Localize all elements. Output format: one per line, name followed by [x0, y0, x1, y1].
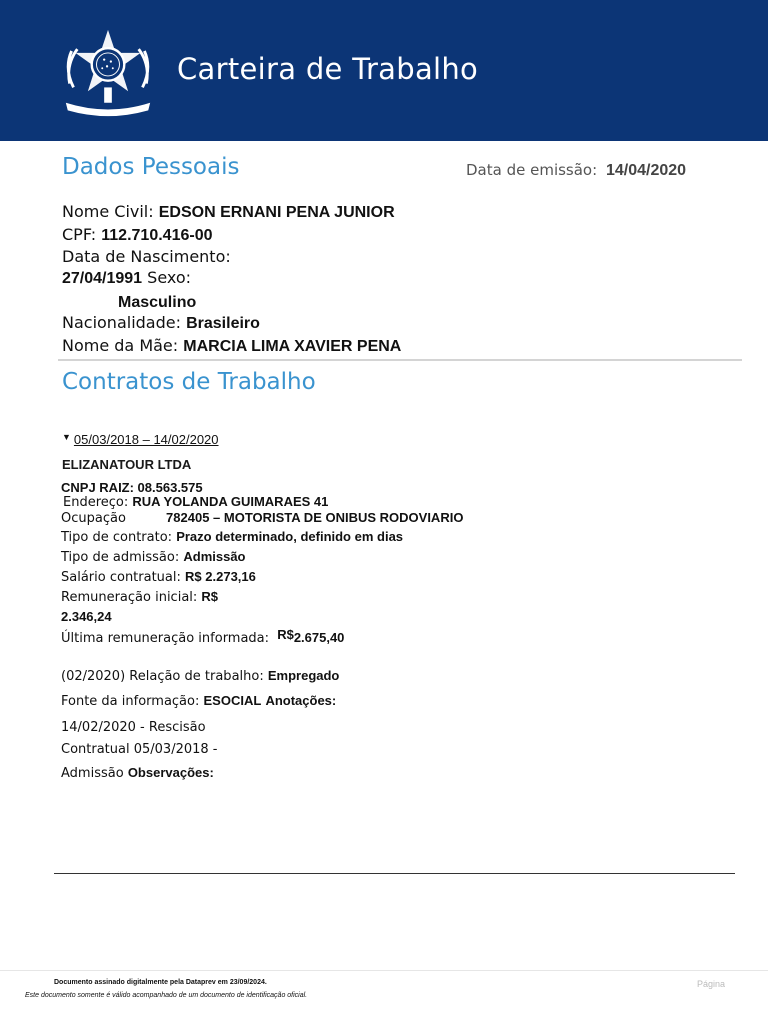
initial-pay-label: Remuneração inicial:	[61, 590, 198, 605]
field-sex	[118, 292, 196, 312]
cpf-label: CPF:	[62, 225, 97, 244]
emission-label: Data de emissão:	[466, 161, 598, 179]
civil-name-value: EDSON ERNANI PENA JUNIOR	[158, 204, 395, 221]
initial-pay-amount	[61, 609, 112, 625]
page-title: Carteira de Trabalho	[177, 52, 479, 86]
field-salary	[61, 569, 256, 585]
section-title-personal-data: Dados Pessoais	[62, 154, 240, 180]
birth-date-value: 27/04/1991	[62, 270, 143, 287]
field-birth-sex	[62, 268, 191, 288]
sex-label: Sexo:	[147, 268, 192, 287]
mother-name-value: MARCIA LIMA XAVIER PENA	[183, 338, 402, 355]
sex-value: Masculino	[118, 294, 197, 311]
field-nationality	[62, 313, 260, 333]
digital-signature-note: Documento assinado digitalmente pela Dataprev em 23/09/2024.	[54, 979, 267, 986]
field-civil-name	[62, 202, 395, 222]
contract-type-label: Tipo de contrato:	[61, 530, 173, 545]
emission-date	[466, 161, 686, 180]
address-label: Endereço:	[63, 495, 129, 510]
relation-label: Relação de trabalho:	[129, 669, 264, 684]
emission-value: 14/04/2020	[605, 162, 687, 179]
validity-note: Este documento somente é válido acompanhado de um documento de identificação oficial.	[25, 992, 308, 999]
birth-date-label: Data de Nascimento:	[62, 247, 231, 266]
header-banner	[0, 0, 768, 141]
last-pay-currency: R$	[277, 627, 294, 642]
content-end-rule	[54, 873, 735, 874]
last-pay-value: 2.675,40	[293, 630, 345, 645]
civil-name-label: Nome Civil:	[62, 202, 154, 221]
company-name: ELIZANATOUR LTDA	[62, 457, 192, 472]
annotations-label: Anotações:	[265, 693, 337, 708]
mother-name-label: Nome da Mãe:	[62, 336, 179, 355]
annotation-line-2: Contratual 05/03/2018 -	[61, 742, 218, 757]
address-value: RUA YOLANDA GUIMARAES 41	[132, 494, 329, 509]
contract-period: 05/03/2018 – 14/02/2020	[73, 432, 219, 447]
salary-label: Salário contratual:	[61, 570, 181, 585]
field-source	[61, 693, 336, 709]
field-admission-type	[61, 549, 246, 565]
field-mother-name	[62, 336, 401, 356]
nationality-label: Nacionalidade:	[62, 313, 181, 332]
field-address	[63, 494, 328, 510]
initial-pay-value: 2.346,24	[61, 609, 112, 624]
admission-type-label: Tipo de admissão:	[61, 550, 180, 565]
initial-pay-currency: R$	[201, 589, 219, 604]
contract-period-toggle[interactable]	[62, 432, 219, 447]
annotation-admission: Admissão	[61, 766, 124, 781]
occupation-value: 782405 – MOTORISTA DE ONIBUS RODOVIARIO	[166, 510, 464, 525]
nationality-value: Brasileiro	[186, 315, 260, 332]
salary-value: R$ 2.273,16	[185, 569, 256, 584]
brazil-coat-of-arms-icon	[60, 28, 156, 120]
relation-period: (02/2020)	[61, 669, 126, 684]
admission-type-value: Admissão	[183, 549, 246, 564]
field-last-pay	[61, 627, 345, 646]
contract-type-value: Prazo determinado, definido em dias	[176, 529, 404, 544]
field-cpf	[62, 225, 212, 245]
observations-label: Observações:	[127, 765, 214, 780]
relation-value: Empregado	[267, 668, 340, 683]
field-contract-type	[61, 529, 403, 545]
field-occupation	[61, 510, 463, 526]
caret-down-icon: ▼	[62, 432, 71, 442]
section-title-contracts: Contratos de Trabalho	[62, 369, 316, 395]
source-label: Fonte da informação:	[61, 694, 200, 709]
field-initial-pay	[61, 589, 218, 605]
field-relation	[61, 668, 339, 684]
annotation-line-1: 14/02/2020 - Rescisão	[61, 720, 206, 735]
last-pay-label: Última remuneração informada:	[61, 631, 270, 646]
cnpj-value: CNPJ RAIZ: 08.563.575	[61, 480, 203, 495]
section-divider	[58, 359, 742, 361]
source-value: ESOCIAL	[203, 693, 262, 708]
cpf-value: 112.710.416-00	[101, 227, 213, 244]
annotation-line-3	[61, 765, 214, 781]
page-number-label: Página	[697, 979, 726, 989]
occupation-label: Ocupação	[61, 511, 126, 526]
footer-divider	[0, 970, 768, 971]
